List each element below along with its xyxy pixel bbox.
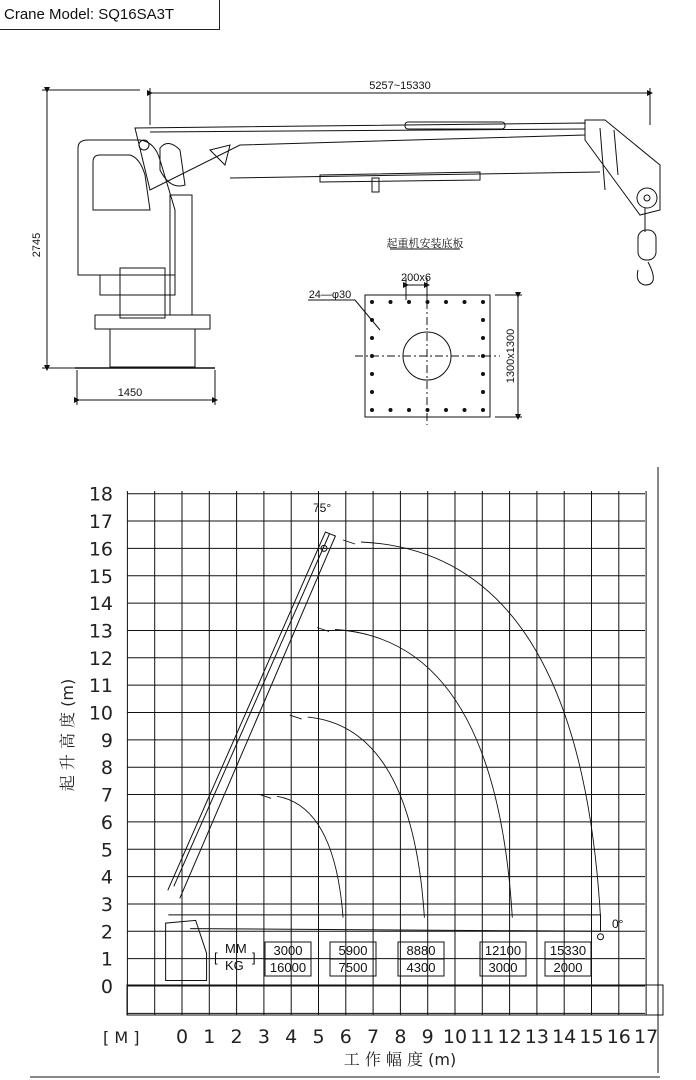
y-tick-label: 5 <box>100 839 113 862</box>
chart-grid <box>127 467 658 1015</box>
bolt-hole <box>481 354 485 358</box>
base-dimension: 1450 <box>117 387 143 399</box>
bolt-hole <box>370 372 374 376</box>
crane-column <box>170 195 192 315</box>
radius-value: 15330 <box>549 943 587 958</box>
radius-heading: MM <box>225 941 247 956</box>
chart-bottom-band <box>127 985 663 1015</box>
x-tick-label: 7 <box>367 1026 380 1048</box>
table-bracket-left: [ <box>214 950 218 965</box>
bolt-hole <box>426 300 430 304</box>
y-tick-label: 2 <box>100 921 113 944</box>
hole-count-dimension: 24—φ30 <box>308 289 352 301</box>
x-tick-label: 16 <box>606 1026 631 1048</box>
bolt-hole <box>481 336 485 340</box>
x-tick-label: 4 <box>285 1026 298 1048</box>
y-tick-label: 15 <box>88 565 113 588</box>
x-tick-label: 6 <box>339 1026 352 1048</box>
load-value: 7500 <box>338 960 368 975</box>
y-tick-label: 14 <box>88 593 113 616</box>
boom-section-joint <box>343 540 355 544</box>
bolt-hole <box>370 408 374 412</box>
max-angle-label: 75° <box>313 501 332 515</box>
bolt-hole <box>463 300 467 304</box>
y-tick-label: 7 <box>100 784 113 807</box>
x-tick-label: 13 <box>524 1026 549 1048</box>
y-axis-label: 起 升 高 度 (m) <box>58 678 77 792</box>
bolt-hole <box>444 408 448 412</box>
bolt-hole <box>481 300 485 304</box>
x-tick-label: 8 <box>394 1026 407 1048</box>
hook-0deg <box>598 934 604 940</box>
bolt-hole <box>370 390 374 394</box>
y-tick-label: 9 <box>100 729 113 752</box>
load-chart <box>30 467 663 1077</box>
bolt-hole <box>370 354 374 358</box>
length-dimension: 5257~15330 <box>369 80 431 92</box>
x-tick-label: 17 <box>634 1026 659 1048</box>
reach-arc <box>335 630 512 918</box>
cab-window <box>93 155 150 210</box>
y-tick-label: 4 <box>100 866 113 889</box>
x-tick-label: 5 <box>312 1026 325 1048</box>
radius-value: 8880 <box>406 943 436 958</box>
plate-size-dimension: 1300x1300 <box>505 328 517 384</box>
bolt-spacing-dimension: 200x6 <box>401 272 431 284</box>
hook-block <box>638 230 656 260</box>
boom-0deg <box>168 915 600 931</box>
radius-value: 3000 <box>273 943 303 958</box>
radius-value: 5900 <box>338 943 368 958</box>
crane-model-label: Crane Model: SQ16SA3T <box>0 0 220 30</box>
reach-arc <box>308 717 425 918</box>
x-tick-label: 14 <box>552 1026 577 1048</box>
y-tick-label: 6 <box>100 811 113 834</box>
y-tick-label: 16 <box>88 538 113 561</box>
boom-pivot <box>139 140 149 150</box>
y-tick-label: 3 <box>100 893 113 916</box>
x-axis-label: 工 作 幅 度 (m) <box>343 1050 457 1069</box>
x-tick-label: 12 <box>497 1026 522 1048</box>
bolt-hole <box>426 408 430 412</box>
x-tick-label: 15 <box>579 1026 604 1048</box>
x-tick-label: 3 <box>257 1026 270 1048</box>
bolt-hole <box>481 318 485 322</box>
crane-base-small <box>166 920 207 980</box>
min-angle-label: 0° <box>612 917 624 931</box>
bolt-hole <box>370 318 374 322</box>
x-tick-label: 2 <box>230 1026 243 1048</box>
x-tick-label: 9 <box>421 1026 434 1048</box>
load-value: 2000 <box>553 960 583 975</box>
bolt-hole <box>370 300 374 304</box>
reach-arc <box>277 796 343 917</box>
table-bracket-right: ] <box>252 950 256 965</box>
hook-icon <box>637 262 653 285</box>
y-tick-label: 0 <box>100 976 113 998</box>
bolt-hole <box>407 408 411 412</box>
x-tick-label: 11 <box>470 1026 495 1048</box>
x-tick-label: 1 <box>203 1026 216 1048</box>
bolt-hole <box>370 336 374 340</box>
height-dimension: 2745 <box>31 232 43 258</box>
y-tick-label: 8 <box>100 757 113 780</box>
y-tick-label: 10 <box>88 702 113 725</box>
load-value: 16000 <box>269 960 307 975</box>
x-tick-label: 10 <box>442 1026 468 1048</box>
bolt-hole <box>481 372 485 376</box>
y-tick-label: 18 <box>88 483 113 506</box>
y-tick-label: 11 <box>88 675 113 698</box>
bolt-hole <box>463 408 467 412</box>
bolt-hole <box>407 300 411 304</box>
bolt-hole <box>444 300 448 304</box>
bolt-hole <box>389 408 393 412</box>
bolt-hole <box>481 408 485 412</box>
x-tick-label: 0 <box>175 1026 189 1048</box>
tip-sheave <box>637 188 657 208</box>
load-value: 3000 <box>488 960 518 975</box>
bolt-hole <box>481 390 485 394</box>
y-tick-label: 12 <box>88 647 113 670</box>
turntable <box>95 315 210 329</box>
radius-value: 12100 <box>484 943 522 958</box>
boom-75deg-inner <box>174 534 330 886</box>
load-value: 4300 <box>406 960 436 975</box>
boom-outer <box>135 123 585 190</box>
load-heading: KG <box>225 958 244 973</box>
x-axis-unit-label: [ M ] <box>103 1028 140 1047</box>
y-tick-label: 17 <box>88 511 113 534</box>
base-plate-title: 起重机安装底板 <box>386 238 464 250</box>
bolt-hole <box>389 300 393 304</box>
boom-cutout-1 <box>160 143 185 186</box>
y-tick-label: 1 <box>100 948 113 971</box>
crane-side-view <box>42 88 660 405</box>
base-pedestal <box>110 329 195 367</box>
y-tick-label: 13 <box>88 620 113 643</box>
